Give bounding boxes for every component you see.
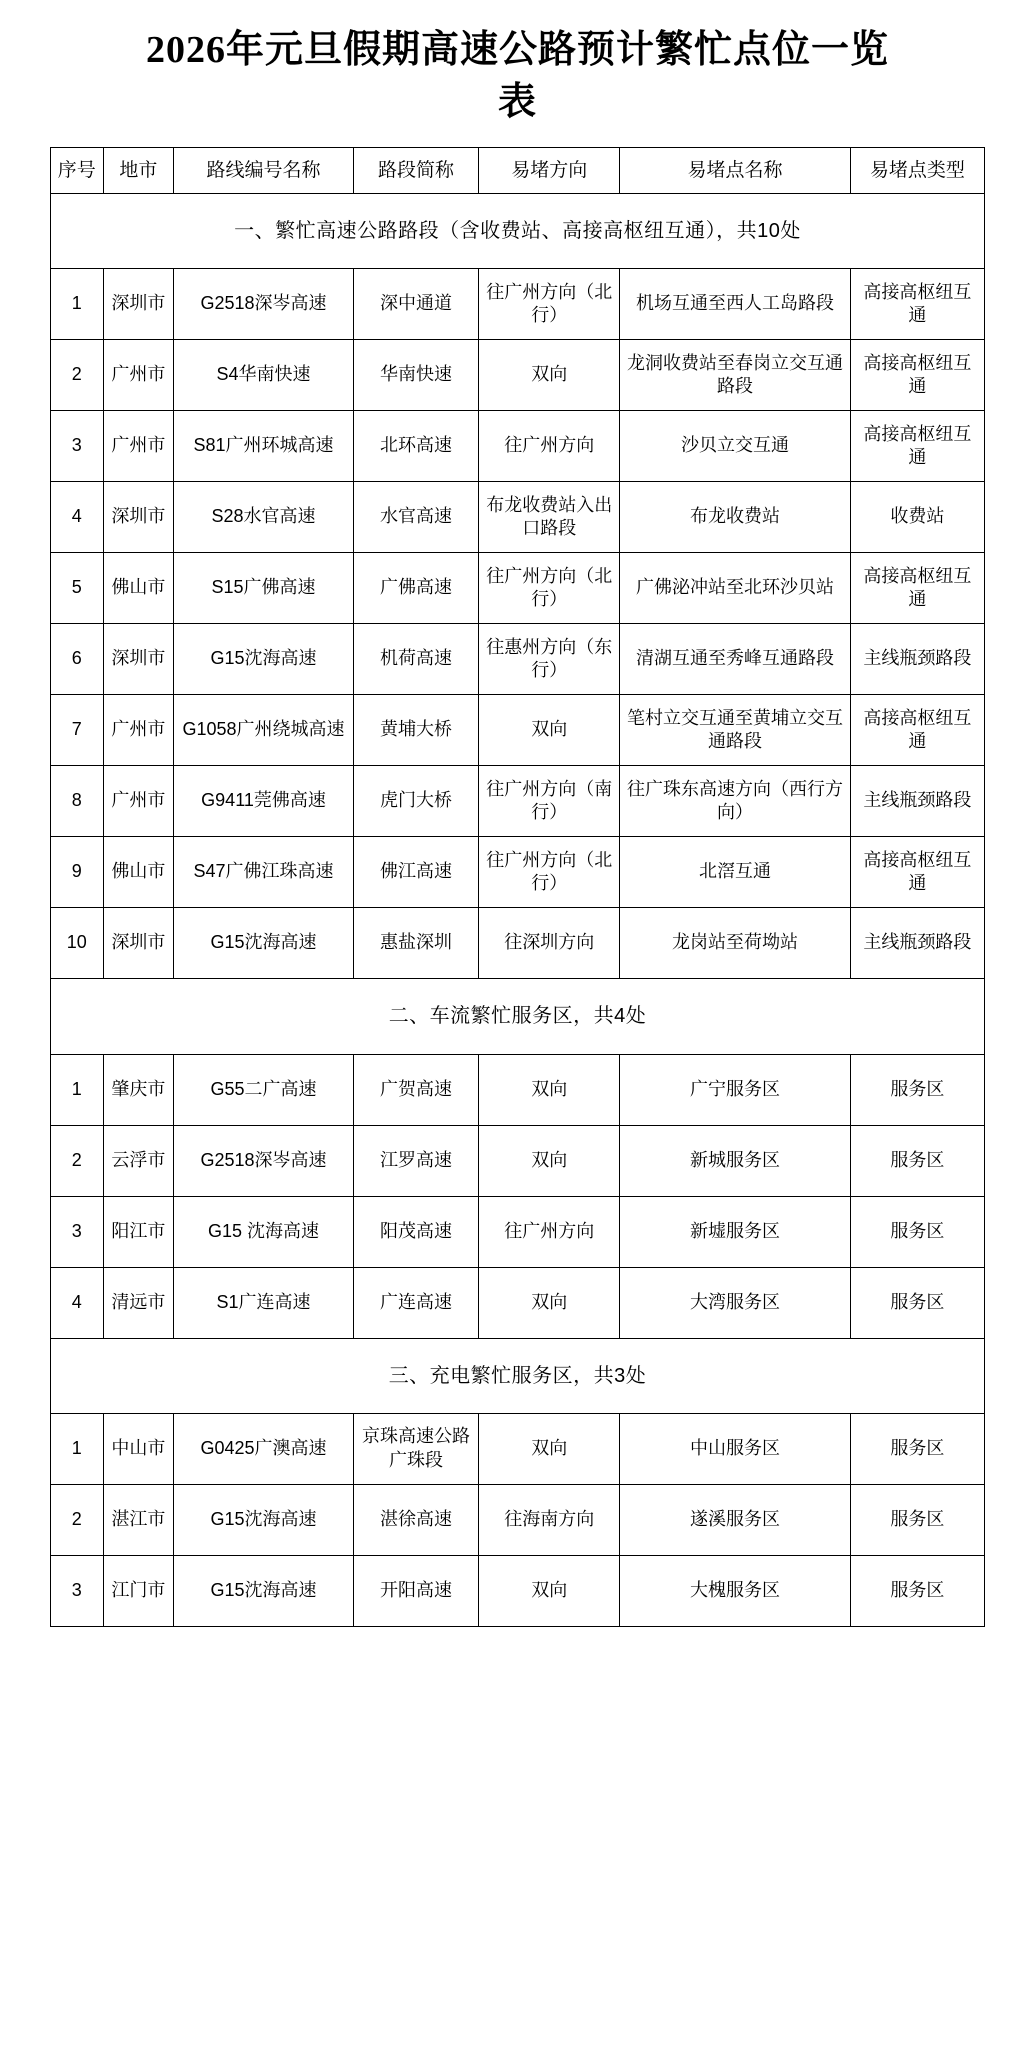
- cell-point: 北滘互通: [620, 837, 850, 908]
- cell-segment: 广佛高速: [353, 553, 478, 624]
- cell-direction: 布龙收费站入出口路段: [479, 482, 620, 553]
- cell-city: 深圳市: [103, 624, 174, 695]
- page-title: 2026年元旦假期高速公路预计繁忙点位一览表: [145, 29, 889, 124]
- cell-direction: 往广州方向（北行）: [479, 553, 620, 624]
- cell-segment: 京珠高速公路广珠段: [353, 1414, 478, 1485]
- cell-point: 沙贝立交互通: [620, 411, 850, 482]
- cell-city: 佛山市: [103, 553, 174, 624]
- cell-point: 中山服务区: [620, 1414, 850, 1485]
- cell-no: 2: [51, 1485, 104, 1556]
- cell-point: 机场互通至西人工岛路段: [620, 269, 850, 340]
- table-header-row: [51, 147, 985, 193]
- cell-city: 佛山市: [103, 837, 174, 908]
- cell-type: 服务区: [850, 1556, 984, 1627]
- cell-point: 新墟服务区: [620, 1196, 850, 1267]
- cell-direction: 往广州方向（南行）: [479, 766, 620, 837]
- table-row: [51, 269, 985, 340]
- cell-segment: 黄埔大桥: [353, 695, 478, 766]
- table-row: [51, 553, 985, 624]
- cell-route: G1058广州绕城高速: [174, 695, 354, 766]
- cell-direction: 往广州方向: [479, 1196, 620, 1267]
- table-row: [51, 1196, 985, 1267]
- section-heading-row: [51, 1338, 985, 1413]
- cell-route: S81广州环城高速: [174, 411, 354, 482]
- section-heading-row: [51, 979, 985, 1054]
- cell-city: 深圳市: [103, 269, 174, 340]
- cell-point: 广宁服务区: [620, 1054, 850, 1125]
- cell-no: 7: [51, 695, 104, 766]
- cell-city: 广州市: [103, 766, 174, 837]
- cell-point: 龙岗站至荷坳站: [620, 908, 850, 979]
- cell-no: 10: [51, 908, 104, 979]
- table-row: [51, 340, 985, 411]
- cell-city: 深圳市: [103, 482, 174, 553]
- table-row: [51, 837, 985, 908]
- section-heading-2: 二、车流繁忙服务区，共4处: [51, 979, 985, 1054]
- cell-direction: 双向: [479, 695, 620, 766]
- cell-segment: 湛徐高速: [353, 1485, 478, 1556]
- table-row: [51, 1267, 985, 1338]
- cell-point: 清湖互通至秀峰互通路段: [620, 624, 850, 695]
- cell-route: G55二广高速: [174, 1054, 354, 1125]
- cell-direction: 往广州方向: [479, 411, 620, 482]
- cell-type: 高接高枢纽互通: [850, 269, 984, 340]
- table-row: [51, 624, 985, 695]
- cell-segment: 佛江高速: [353, 837, 478, 908]
- cell-type: 主线瓶颈路段: [850, 908, 984, 979]
- cell-direction: 往深圳方向: [479, 908, 620, 979]
- column-header-no: 序号: [51, 147, 104, 193]
- cell-no: 3: [51, 1556, 104, 1627]
- table-row: [51, 1054, 985, 1125]
- cell-type: 高接高枢纽互通: [850, 411, 984, 482]
- cell-point: 往广珠东高速方向（西行方向）: [620, 766, 850, 837]
- cell-no: 8: [51, 766, 104, 837]
- cell-no: 5: [51, 553, 104, 624]
- cell-point: 大湾服务区: [620, 1267, 850, 1338]
- cell-type: 服务区: [850, 1125, 984, 1196]
- cell-city: 湛江市: [103, 1485, 174, 1556]
- cell-direction: 往海南方向: [479, 1485, 620, 1556]
- cell-city: 深圳市: [103, 908, 174, 979]
- cell-type: 高接高枢纽互通: [850, 553, 984, 624]
- cell-type: 服务区: [850, 1196, 984, 1267]
- cell-segment: 开阳高速: [353, 1556, 478, 1627]
- cell-segment: 水官高速: [353, 482, 478, 553]
- cell-route: G2518深岑高速: [174, 269, 354, 340]
- column-header-segment: 路段简称: [353, 147, 478, 193]
- cell-city: 广州市: [103, 340, 174, 411]
- cell-route: S15广佛高速: [174, 553, 354, 624]
- column-header-route: 路线编号名称: [174, 147, 354, 193]
- table-row: [51, 1485, 985, 1556]
- busy-points-table: [50, 147, 985, 1627]
- cell-point: 遂溪服务区: [620, 1485, 850, 1556]
- section-heading-3: 三、充电繁忙服务区，共3处: [51, 1338, 985, 1413]
- cell-segment: 江罗高速: [353, 1125, 478, 1196]
- cell-point: 龙洞收费站至春岗立交互通路段: [620, 340, 850, 411]
- cell-segment: 深中通道: [353, 269, 478, 340]
- cell-city: 清远市: [103, 1267, 174, 1338]
- cell-direction: 双向: [479, 1054, 620, 1125]
- section-heading-row: [51, 193, 985, 268]
- table-header: [51, 147, 985, 193]
- column-header-city: 地市: [103, 147, 174, 193]
- cell-no: 1: [51, 269, 104, 340]
- cell-no: 9: [51, 837, 104, 908]
- cell-segment: 广连高速: [353, 1267, 478, 1338]
- table-row: [51, 482, 985, 553]
- cell-route: G15沈海高速: [174, 1556, 354, 1627]
- cell-segment: 机荷高速: [353, 624, 478, 695]
- cell-route: G15沈海高速: [174, 624, 354, 695]
- cell-direction: 双向: [479, 1556, 620, 1627]
- column-header-type: 易堵点类型: [850, 147, 984, 193]
- cell-route: S47广佛江珠高速: [174, 837, 354, 908]
- cell-route: G15沈海高速: [174, 1485, 354, 1556]
- cell-point: 大槐服务区: [620, 1556, 850, 1627]
- cell-route: G15 沈海高速: [174, 1196, 354, 1267]
- cell-city: 广州市: [103, 411, 174, 482]
- cell-direction: 双向: [479, 1125, 620, 1196]
- cell-no: 1: [51, 1054, 104, 1125]
- cell-type: 高接高枢纽互通: [850, 837, 984, 908]
- cell-type: 服务区: [850, 1054, 984, 1125]
- cell-direction: 双向: [479, 340, 620, 411]
- cell-point: 布龙收费站: [620, 482, 850, 553]
- cell-city: 中山市: [103, 1414, 174, 1485]
- cell-segment: 北环高速: [353, 411, 478, 482]
- cell-segment: 广贺高速: [353, 1054, 478, 1125]
- cell-direction: 往惠州方向（东行）: [479, 624, 620, 695]
- cell-no: 6: [51, 624, 104, 695]
- cell-direction: 双向: [479, 1267, 620, 1338]
- cell-direction: 双向: [479, 1414, 620, 1485]
- cell-no: 2: [51, 1125, 104, 1196]
- cell-type: 收费站: [850, 482, 984, 553]
- cell-type: 服务区: [850, 1267, 984, 1338]
- cell-no: 1: [51, 1414, 104, 1485]
- cell-no: 4: [51, 482, 104, 553]
- cell-route: S1广连高速: [174, 1267, 354, 1338]
- table-row: [51, 1414, 985, 1485]
- cell-point: 新城服务区: [620, 1125, 850, 1196]
- busy-points-table-wrapper: [50, 147, 985, 1627]
- cell-segment: 虎门大桥: [353, 766, 478, 837]
- cell-type: 主线瓶颈路段: [850, 766, 984, 837]
- cell-direction: 往广州方向（北行）: [479, 269, 620, 340]
- table-body: [51, 193, 985, 1626]
- cell-type: 服务区: [850, 1414, 984, 1485]
- column-header-point: 易堵点名称: [620, 147, 850, 193]
- cell-route: G2518深岑高速: [174, 1125, 354, 1196]
- column-header-direction: 易堵方向: [479, 147, 620, 193]
- table-row: [51, 411, 985, 482]
- cell-no: 3: [51, 411, 104, 482]
- cell-city: 肇庆市: [103, 1054, 174, 1125]
- cell-route: S4华南快速: [174, 340, 354, 411]
- cell-type: 高接高枢纽互通: [850, 695, 984, 766]
- cell-city: 阳江市: [103, 1196, 174, 1267]
- cell-city: 云浮市: [103, 1125, 174, 1196]
- cell-city: 江门市: [103, 1556, 174, 1627]
- cell-point: 笔村立交互通至黄埔立交互通路段: [620, 695, 850, 766]
- cell-type: 服务区: [850, 1485, 984, 1556]
- cell-point: 广佛泌冲站至北环沙贝站: [620, 553, 850, 624]
- cell-no: 4: [51, 1267, 104, 1338]
- cell-route: G15沈海高速: [174, 908, 354, 979]
- table-row: [51, 695, 985, 766]
- cell-segment: 惠盐深圳: [353, 908, 478, 979]
- cell-type: 主线瓶颈路段: [850, 624, 984, 695]
- cell-route: G0425广澳高速: [174, 1414, 354, 1485]
- table-row: [51, 766, 985, 837]
- cell-type: 高接高枢纽互通: [850, 340, 984, 411]
- cell-no: 3: [51, 1196, 104, 1267]
- cell-no: 2: [51, 340, 104, 411]
- table-row: [51, 908, 985, 979]
- cell-segment: 阳茂高速: [353, 1196, 478, 1267]
- section-heading-1: 一、繁忙高速公路路段（含收费站、高接高枢纽互通），共10处: [51, 193, 985, 268]
- cell-route: S28水官高速: [174, 482, 354, 553]
- cell-city: 广州市: [103, 695, 174, 766]
- cell-direction: 往广州方向（北行）: [479, 837, 620, 908]
- table-row: [51, 1556, 985, 1627]
- table-row: [51, 1125, 985, 1196]
- cell-segment: 华南快速: [353, 340, 478, 411]
- cell-route: G9411莞佛高速: [174, 766, 354, 837]
